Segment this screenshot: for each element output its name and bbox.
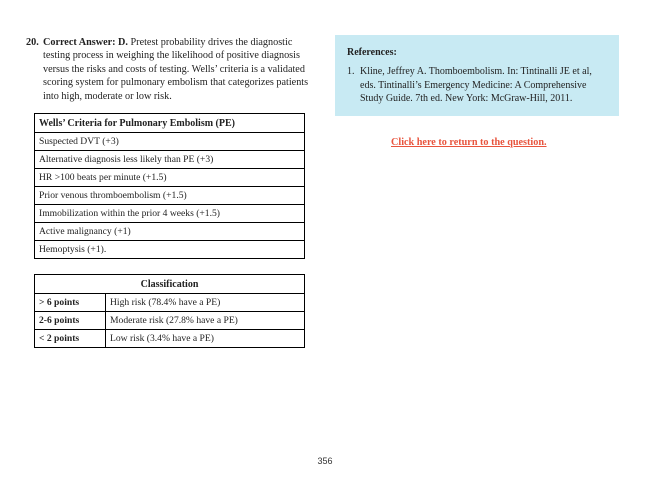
criterion-cell: Active malignancy (+1) <box>35 223 305 241</box>
reference-number: 1. <box>347 66 355 78</box>
risk-cell: High risk (78.4% have a PE) <box>106 294 305 312</box>
table-row <box>35 294 305 312</box>
question-number: 20. <box>26 37 39 48</box>
criterion-cell: Suspected DVT (+3) <box>35 133 305 151</box>
criterion-cell: Immobilization within the prior 4 weeks (+1.5) <box>35 205 305 223</box>
risk-cell: Low risk (3.4% have a PE) <box>106 330 305 348</box>
references-title: References: <box>347 47 397 58</box>
points-cell: 2-6 points <box>35 312 106 330</box>
classification-table <box>34 274 305 348</box>
table-row <box>35 151 305 169</box>
page-number: 356 <box>317 456 333 466</box>
table-row <box>35 169 305 187</box>
risk-cell: Moderate risk (27.8% have a PE) <box>106 312 305 330</box>
table-row <box>35 241 305 259</box>
points-cell: > 6 points <box>35 294 106 312</box>
wells-table-title: Wells’ Criteria for Pulmonary Embolism (PE) <box>35 114 305 133</box>
correct-answer-label: Correct Answer: D. <box>43 37 128 48</box>
criterion-cell: Hemoptysis (+1). <box>35 241 305 259</box>
classification-table-title: Classification <box>35 275 305 294</box>
criterion-cell: Prior venous thromboembolism (+1.5) <box>35 187 305 205</box>
wells-criteria-table <box>34 113 305 259</box>
answer-explanation <box>26 36 316 103</box>
answer-body <box>43 36 316 103</box>
reference-item <box>347 65 607 105</box>
points-cell: < 2 points <box>35 330 106 348</box>
criterion-cell: HR >100 beats per minute (+1.5) <box>35 169 305 187</box>
criterion-cell: Alternative diagnosis less likely than PE (+3) <box>35 151 305 169</box>
answer-text: Pretest probability drives the diagnostic testing process in weighing the likelihood of positive diagnosis versus the risks and costs of testing. Wells’ criteria is a validated scoring system for pulmonary embolism that categorizes patients into high, moderate or low risk. <box>43 37 309 102</box>
table-row <box>35 133 305 151</box>
references-box <box>335 35 619 116</box>
table-row <box>35 205 305 223</box>
table-row <box>35 312 305 330</box>
table-row <box>35 187 305 205</box>
table-row <box>35 223 305 241</box>
table-row <box>35 330 305 348</box>
return-to-question-link[interactable]: Click here to return to the question. <box>391 137 547 148</box>
reference-text: Kline, Jeffrey A. Thomboembolism. In: Tintinalli JE et al, eds. Tintinalli’s Emergency Medicine: A Comprehensive Study Guide. 7th ed. New York: McGraw-Hill, 2011. <box>360 66 592 105</box>
